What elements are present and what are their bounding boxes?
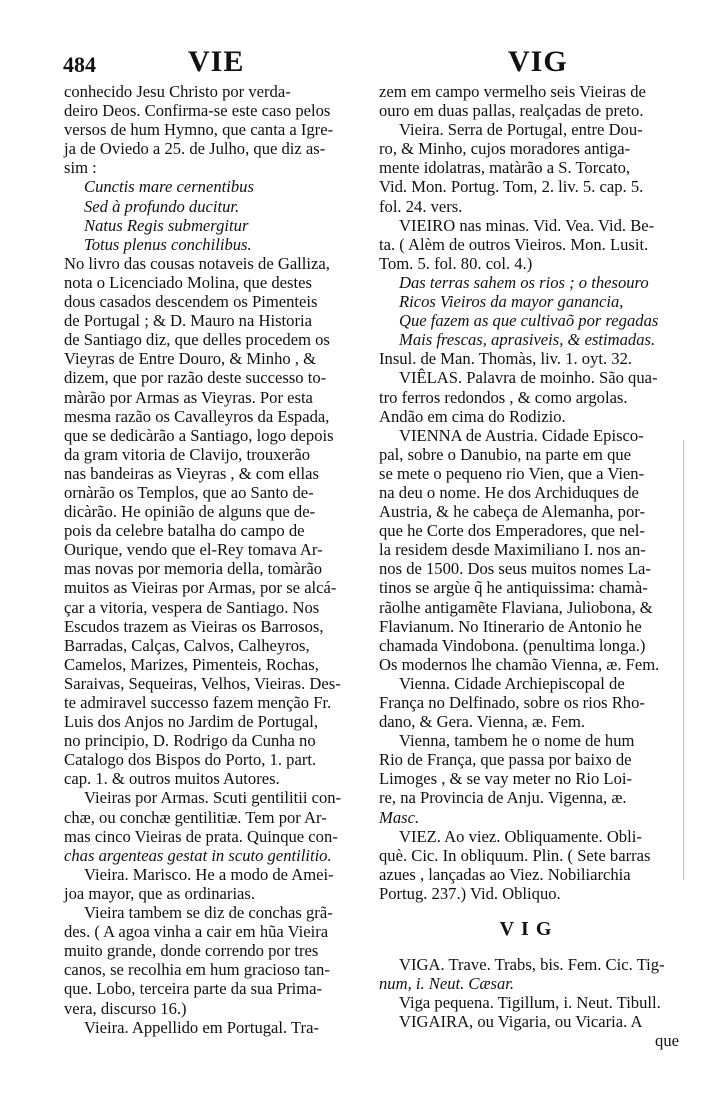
text-line: Saraivas, Sequeiras, Velhos, Vieiras. Des- bbox=[64, 673, 341, 693]
text-line: fol. 24. vers. bbox=[379, 196, 463, 216]
text-line: dous casados descendem os Pimenteis bbox=[64, 292, 318, 312]
left-column bbox=[64, 82, 359, 1037]
text-line: Vienna, tambem he o nome de hum bbox=[399, 731, 635, 751]
text-line: que. Lobo, terceira parte da sua Prima- bbox=[64, 979, 323, 999]
verse-line: Ricos Vieiros da mayor ganancia, bbox=[399, 292, 624, 312]
text-line: sim : bbox=[64, 158, 97, 178]
text-line: VIEIRO nas minas. Vid. Vea. Vid. Be- bbox=[399, 215, 655, 235]
right-column bbox=[379, 82, 679, 1051]
text-line: muitos as Vieiras por Armas, por se alcá- bbox=[64, 578, 337, 598]
verse-line: Cunctis mare cernentibus bbox=[84, 177, 254, 197]
section-heading: VIG bbox=[499, 918, 559, 941]
text-line: deiro Deos. Confirma-se este caso pelos bbox=[64, 101, 331, 121]
text-line: nas bandeiras as Vieyras , & com ellas bbox=[64, 463, 319, 483]
text-line: no principio, D. Rodrigo da Cunha no bbox=[64, 731, 316, 751]
text-line: VIÊLAS. Palavra de moinho. São qua- bbox=[399, 368, 658, 388]
text-line: Vid. Mon. Portug. Tom, 2. liv. 5. cap. 5. bbox=[379, 177, 644, 197]
verse-line: Das terras sahem os rios ; o thesouro bbox=[399, 272, 649, 292]
text-line: mas novas por memoria della, tomàrão bbox=[64, 559, 323, 579]
text-line: re, na Provincia de Anju. Vigenna, æ. bbox=[379, 788, 627, 808]
text-line: que se dedicàrão a Santiago, logo depois bbox=[64, 425, 334, 445]
scan-edge-line bbox=[683, 440, 684, 880]
text-line: cap. 1. & outros muitos Autores. bbox=[64, 769, 280, 789]
text-line: canos, se recolhia em hum gracioso tan- bbox=[64, 960, 330, 980]
text-line: num, i. Neut. Cæsar. bbox=[379, 974, 515, 994]
text-line: Camelos, Marizes, Pimenteis, Rochas, bbox=[64, 654, 319, 674]
text-line: mente idolatras, matàrão a S. Torcato, bbox=[379, 158, 631, 178]
text-line: Masc. bbox=[379, 807, 420, 827]
verse-line: Que fazem as que cultivaõ por regadas bbox=[399, 311, 659, 331]
text-line: Vieiras por Armas. Scuti gentilitii con- bbox=[84, 788, 342, 808]
text-line: que he Corte dos Emperadores, que nel- bbox=[379, 521, 645, 541]
text-line: Insul. de Man. Thomàs, liv. 1. oyt. 32. bbox=[379, 349, 633, 369]
text-line: tro ferros redondos , & como argolas. bbox=[379, 387, 628, 407]
text-line: França no Delfinado, sobre os rios Rho- bbox=[379, 693, 645, 712]
verse-line: Sed à profundo ducitur. bbox=[84, 196, 240, 216]
text-line: Os modernos lhe chamão Vienna, æ. Fem. bbox=[379, 654, 660, 674]
text-line: dano, & Gera. Vienna, æ. Fem. bbox=[379, 712, 586, 732]
text-line: ta. ( Alèm de outros Vieiros. Mon. Lusit. bbox=[379, 234, 649, 254]
text-line: Austria, & he cabeça de Alemanha, por- bbox=[379, 502, 645, 522]
text-line: nos de 1500. Dos seus muitos nomes La- bbox=[379, 559, 651, 579]
page-number: 484 bbox=[63, 52, 96, 77]
text-line: Limoges , & se vay meter no Rio Loi- bbox=[379, 769, 633, 789]
text-line: què. Cic. In obliquum. Plin. ( Sete barras bbox=[379, 845, 651, 865]
text-line: Escudos trazem as Vieiras os Barrosos, bbox=[64, 616, 324, 636]
text-line: mesma razão os Cavalleyros da Espada, bbox=[64, 406, 330, 426]
text-line: se mete o pequeno rio Vien, que a Vien- bbox=[379, 463, 645, 483]
text-line: chæ, ou conchæ gentilitiæ. Tem por Ar- bbox=[64, 807, 327, 827]
text-line: zem em campo vermelho seis Vieiras de bbox=[379, 82, 646, 101]
text-line: Vieira. Serra de Portugal, entre Dou- bbox=[399, 120, 643, 140]
text-line: chas argenteas gestat in scuto gentilitio. bbox=[64, 845, 332, 865]
text-line: Viga pequena. Tigillum, i. Neut. Tibull. bbox=[399, 993, 661, 1013]
text-line: Flavianum. No Itinerario de Antonio he bbox=[379, 616, 642, 636]
text-line: ouro em duas pallas, realçadas de preto. bbox=[379, 101, 644, 121]
text-line: vera, discurso 16.) bbox=[64, 998, 187, 1018]
text-line: Rio de França, que passa por baixo de bbox=[379, 750, 632, 770]
text-line: VIENNA de Austria. Cidade Episco- bbox=[399, 425, 644, 445]
text-line: joa mayor, que as ordinarias. bbox=[64, 883, 256, 903]
text-line: çar a vitoria, vespera de Santiago. Nos bbox=[64, 597, 320, 617]
text-line: rãolhe antigamẽte Flaviana, Juliobona, & bbox=[379, 597, 653, 617]
text-line: Portug. 237.) Vid. Obliquo. bbox=[379, 883, 561, 903]
text-line: ro, & Minho, cujos moradores antiga- bbox=[379, 139, 631, 159]
text-line: VIGA. Trave. Trabs, bis. Fem. Cic. Tig- bbox=[399, 955, 665, 975]
text-line: Vieira tambem se diz de conchas grã- bbox=[84, 903, 333, 923]
text-line: la residem desde Maximiliano I. nos an- bbox=[379, 540, 646, 560]
text-line: màrão por Armas as Vieyras. Por esta bbox=[64, 387, 313, 407]
text-line: pois da celebre batalha do campo de bbox=[64, 521, 305, 541]
text-line: pal, sobre o Danubio, na parte em que bbox=[379, 444, 632, 464]
text-line: Luis dos Anjos no Jardim de Portugal, bbox=[64, 712, 318, 732]
text-line: conhecido Jesu Christo por verda- bbox=[64, 82, 291, 101]
running-head-right: VIG bbox=[508, 45, 568, 78]
text-line: Vieira. Appellido em Portugal. Tra- bbox=[84, 1017, 319, 1037]
text-line: nota o Licenciado Molina, que destes bbox=[64, 272, 312, 292]
text-line: VIEZ. Ao viez. Obliquamente. Obli- bbox=[399, 826, 642, 846]
text-line: azues , lançadas ao Viez. Nobiliarchia bbox=[379, 864, 631, 884]
verse-line: Natus Regis submergitur bbox=[84, 215, 249, 235]
text-line: No livro das cousas notaveis de Galliza, bbox=[64, 253, 330, 273]
text-line: muito grande, donde correndo por tres bbox=[64, 941, 319, 961]
verse-line: Mais frescas, aprasiveis, & estimadas. bbox=[399, 330, 656, 350]
running-head-left: VIE bbox=[188, 45, 245, 78]
text-line: chamada Vindobona. (penultima longa.) bbox=[379, 635, 646, 655]
text-line: ja de Oviedo a 25. de Julho, que diz as- bbox=[64, 139, 326, 159]
text-line: de Portugal ; & D. Mauro na Historia bbox=[64, 311, 312, 331]
text-line: que bbox=[655, 1031, 679, 1051]
text-line: da gram vitoria de Clavijo, trouxerão bbox=[64, 444, 311, 464]
text-line: dizem, que por razão deste successo to- bbox=[64, 368, 327, 388]
text-line: Vienna. Cidade Archiepiscopal de bbox=[399, 673, 625, 693]
text-line: Vieira. Marisco. He a modo de Amei- bbox=[84, 864, 334, 884]
text-line: des. ( A agoa vinha a cair em hũa Vieira bbox=[64, 922, 329, 942]
text-line: versos de hum Hymno, que canta a Igre- bbox=[64, 120, 334, 140]
verse-line: Totus plenus conchilibus. bbox=[84, 234, 252, 254]
text-line: Ourique, vendo que el-Rey tomava Ar- bbox=[64, 540, 323, 560]
text-line: na deu o nome. He dos Archiduques de bbox=[379, 482, 639, 502]
text-line: Barradas, Calças, Calvos, Calheyros, bbox=[64, 635, 310, 655]
text-line: Tom. 5. fol. 80. col. 4.) bbox=[379, 253, 533, 273]
text-line: dicàrão. He opinião de alguns que de- bbox=[64, 502, 316, 522]
text-line: Andão em cima do Rodizio. bbox=[379, 406, 566, 426]
text-line: Catalogo dos Bispos do Porto, 1. part. bbox=[64, 750, 317, 770]
text-line: Vieyras de Entre Douro, & Minho , & bbox=[64, 349, 317, 369]
text-line: de Santiago diz, que delles procedem os bbox=[64, 330, 330, 350]
text-line: VIGAIRA, ou Vigaria, ou Vicaria. A bbox=[399, 1012, 643, 1032]
text-line: te admiravel successo fazem menção Fr. bbox=[64, 693, 332, 712]
text-line: ornàrão os Templos, que ao Santo de- bbox=[64, 482, 314, 502]
text-line: tinos se argùe q̃ he antiquissima: chamà- bbox=[379, 578, 648, 598]
text-line: mas cinco Vieiras de prata. Quinque con- bbox=[64, 826, 338, 846]
